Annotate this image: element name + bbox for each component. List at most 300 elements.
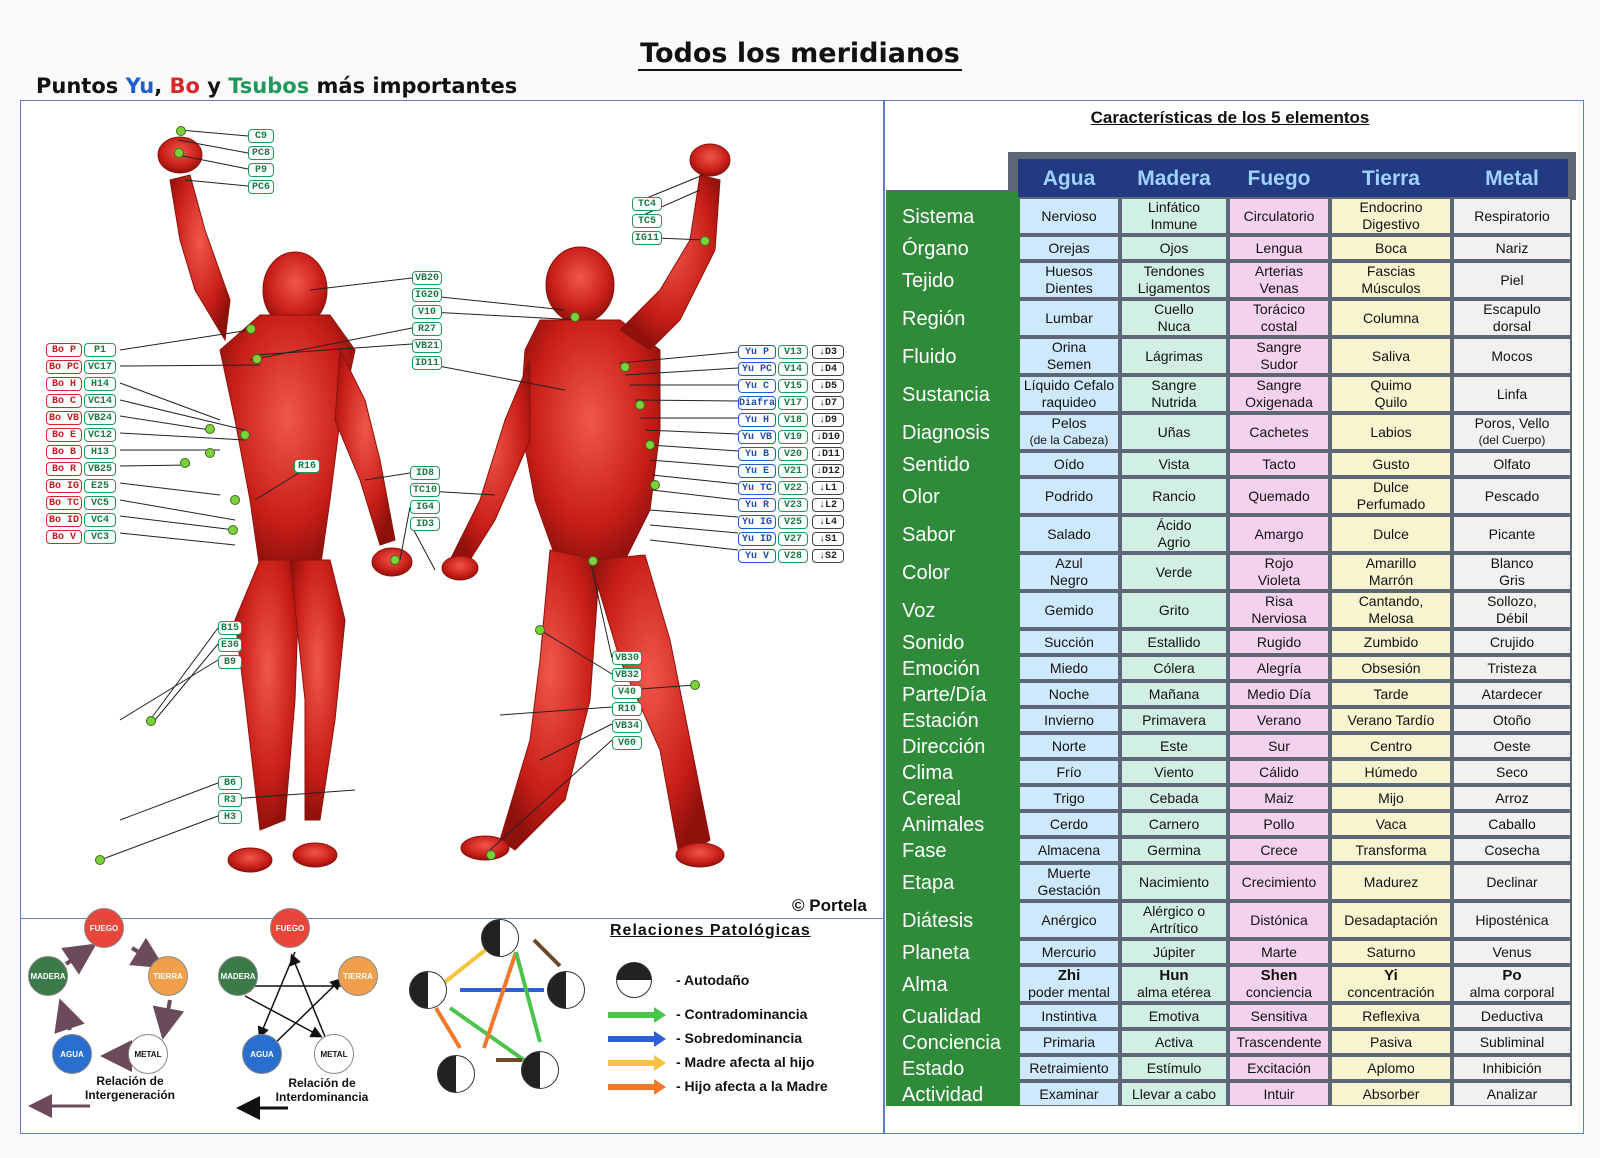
row-label: Emoción (902, 657, 980, 680)
table-cell: Llevar a cabo (1122, 1083, 1226, 1105)
point-tag: V20 (778, 447, 808, 461)
point-dot (180, 458, 190, 468)
table-cell: Crujido (1454, 631, 1570, 653)
legend-item: - Contradominancia (676, 1006, 808, 1022)
point-tag: VB25 (84, 462, 116, 476)
table-cell: Quimo Quilo (1332, 377, 1450, 411)
point-tag: Yu H (738, 413, 776, 427)
point-tag: ↓D10 (812, 430, 844, 444)
point-dot (205, 424, 215, 434)
table-cell: Analizar (1454, 1083, 1570, 1105)
table-cell: Grito (1122, 593, 1226, 627)
column-header: Metal (1485, 167, 1539, 190)
table-cell: Oído (1020, 453, 1118, 475)
point-tag: Bo V (46, 530, 82, 544)
table-cell: Pelos (de la Cabeza) (1020, 415, 1118, 449)
table-cell: Obsesión (1332, 657, 1450, 679)
point-tag: V27 (778, 532, 808, 546)
point-tag: V28 (778, 549, 808, 563)
table-cell: Pescado (1454, 479, 1570, 513)
point-tag: V40 (612, 685, 642, 699)
legend-arrow-icon (608, 1084, 656, 1090)
point-tag: IG20 (412, 288, 442, 302)
table-cell: Cebada (1122, 787, 1226, 809)
point-tag: TC4 (632, 197, 662, 211)
row-label: Órgano (902, 237, 969, 260)
table-cell: Atardecer (1454, 683, 1570, 705)
table-cell: Rojo Violeta (1230, 555, 1328, 589)
table-cell: Gemido (1020, 593, 1118, 627)
point-tag: Yu P (738, 345, 776, 359)
table-cell: Carnero (1122, 813, 1226, 835)
point-tag: V60 (612, 736, 642, 750)
table-cell: Mocos (1454, 339, 1570, 373)
table-cell: Sollozo, Débil (1454, 593, 1570, 627)
point-tag: V23 (778, 498, 808, 512)
gen-madera-circle: MADERA (28, 956, 68, 996)
row-label: Cereal (902, 787, 961, 810)
point-tag: Diafra (739, 398, 776, 409)
row-label: Parte/Día (902, 683, 987, 706)
legend-item: - Autodaño (676, 972, 750, 988)
gen-tierra-circle: TIERRA (148, 956, 188, 996)
row-label: Alma (902, 973, 948, 996)
table-cell: Seco (1454, 761, 1570, 783)
point-tag: ↓S1 (812, 532, 844, 546)
point-tag: Yu B (738, 447, 776, 461)
table-cell: Lágrimas (1122, 339, 1226, 373)
table-cell: Sangre Sudor (1230, 339, 1328, 373)
legend-item: - Madre afecta al hijo (676, 1054, 815, 1070)
table-cell: Húmedo (1332, 761, 1450, 783)
point-tag: Yu C (738, 379, 776, 393)
point-dot (176, 126, 186, 136)
table-cell: Olfato (1454, 453, 1570, 475)
point-tag: H3 (218, 810, 242, 824)
table-cell: Lengua (1230, 237, 1328, 259)
table-cell: Shen conciencia (1230, 967, 1328, 1001)
table-cell: Alérgico o Artrítico (1122, 903, 1226, 937)
point-tag: E36 (218, 638, 242, 652)
table-cell: Deductiva (1454, 1005, 1570, 1027)
legend-item: - Sobredominancia (676, 1030, 803, 1046)
point-tag: R16 (294, 459, 320, 473)
page-title-text: Todos los meridianos (640, 38, 960, 69)
point-tag: PC6 (248, 180, 274, 194)
row-label: Clima (902, 761, 954, 784)
column-header: Fuego (1247, 167, 1311, 190)
point-tag: ↓D11 (812, 447, 844, 461)
point-tag: R10 (612, 702, 642, 716)
legend-item: - Hijo afecta a la Madre (676, 1078, 828, 1094)
yin-yang-icon (547, 971, 585, 1009)
point-dot (486, 850, 496, 860)
point-tag: TC10 (410, 483, 440, 497)
table-cell: Nariz (1454, 237, 1570, 259)
point-tag: VC3 (84, 530, 116, 544)
table-cell: Crece (1230, 839, 1328, 861)
point-tag: B9 (218, 655, 242, 669)
table-cell: Verano (1230, 709, 1328, 731)
table-cell: Sensitiva (1230, 1005, 1328, 1027)
table-cell: Viento (1122, 761, 1226, 783)
table-cell: Distónica (1230, 903, 1328, 937)
table-cell: Alegría (1230, 657, 1328, 679)
subtitle-tsubos: Tsubos (228, 74, 310, 98)
table-cell: Germina (1122, 839, 1226, 861)
table-cell: Anérgico (1020, 903, 1118, 937)
subtitle-pre: Puntos (36, 74, 126, 98)
table-cell: Fascias Músculos (1332, 263, 1450, 297)
row-label: Sistema (902, 205, 975, 228)
table-cell: Desadaptación (1332, 903, 1450, 937)
point-dot (700, 236, 710, 246)
point-tag: ↓L1 (812, 481, 844, 495)
point-tag: PC8 (248, 146, 274, 160)
table-cell: Declinar (1454, 865, 1570, 899)
back-figure (442, 144, 730, 867)
row-label: Conciencia (902, 1031, 1001, 1054)
point-tag: Yu VB (738, 430, 776, 444)
point-dot (146, 716, 156, 726)
point-tag: V15 (778, 379, 808, 393)
table-cell: Activa (1122, 1031, 1226, 1053)
point-tag: V14 (778, 362, 808, 376)
row-label: Dirección (902, 735, 986, 758)
table-cell: Saliva (1332, 339, 1450, 373)
column-header: Tierra (1362, 167, 1420, 190)
table-cell: Caballo (1454, 813, 1570, 835)
subtitle-post: más importantes (309, 74, 518, 98)
table-cell: Primaria (1020, 1031, 1118, 1053)
point-tag: R3 (218, 793, 242, 807)
table-cell: Verde (1122, 555, 1226, 589)
table-cell: Poros, Vello (del Cuerpo) (1454, 415, 1570, 449)
point-tag: VB24 (84, 411, 116, 425)
point-tag: H13 (84, 445, 116, 459)
table-cell: Estallido (1122, 631, 1226, 653)
row-label: Etapa (902, 871, 955, 894)
table-cell: Rugido (1230, 631, 1328, 653)
table-cell: Piel (1454, 263, 1570, 297)
point-tag: Bo PC (46, 360, 82, 374)
point-tag: B6 (218, 776, 242, 790)
point-tag: Bo C (46, 394, 82, 408)
point-tag: ↓D7 (812, 396, 844, 410)
point-tag: VB30 (612, 651, 642, 665)
point-tag: V17 (778, 396, 808, 410)
table-cell: Subliminal (1454, 1031, 1570, 1053)
table-cell: Este (1122, 735, 1226, 757)
table-cell: Cachetes (1230, 415, 1328, 449)
yin-yang-icon (521, 1051, 559, 1089)
table-cell: Júpiter (1122, 941, 1226, 963)
table-cell: Quemado (1230, 479, 1328, 513)
point-tag: V21 (778, 464, 808, 478)
subtitle-sep: , (154, 74, 170, 98)
table-cell: Cantando, Melosa (1332, 593, 1450, 627)
point-dot (690, 680, 700, 690)
table-cell: Amargo (1230, 517, 1328, 551)
point-dot (535, 625, 545, 635)
table-cell: Hiposténica (1454, 903, 1570, 937)
table-cell: Miedo (1020, 657, 1118, 679)
table-cell: Trigo (1020, 787, 1118, 809)
table-cell: Orejas (1020, 237, 1118, 259)
point-tag: V22 (778, 481, 808, 495)
table-cell: Tacto (1230, 453, 1328, 475)
table-cell: Rancio (1122, 479, 1226, 513)
point-tag: VC17 (84, 360, 116, 374)
point-tag: ↓L4 (812, 515, 844, 529)
row-label: Color (902, 561, 950, 584)
table-cell: Podrido (1020, 479, 1118, 513)
table-cell: Salado (1020, 517, 1118, 551)
table-cell: Tristeza (1454, 657, 1570, 679)
point-tag: ↓D12 (812, 464, 844, 478)
table-cell: Medio Día (1230, 683, 1328, 705)
point-tag: Bo TC (46, 496, 82, 510)
table-cell: Yi concentración (1332, 967, 1450, 1001)
subtitle-yu: Yu (125, 74, 155, 98)
table-cell: Instintiva (1020, 1005, 1118, 1027)
point-tag: B15 (218, 621, 242, 635)
table-cell: Verano Tardío (1332, 709, 1450, 731)
table-cell: Picante (1454, 517, 1570, 551)
row-label: Diátesis (902, 909, 974, 932)
table-cell: Retraimiento (1020, 1057, 1118, 1079)
table-cell: Vista (1122, 453, 1226, 475)
table-cell: Noche (1020, 683, 1118, 705)
table-cell: Succión (1020, 631, 1118, 653)
table-cell: Inhibición (1454, 1057, 1570, 1079)
point-tag: Yu ID (738, 532, 776, 546)
table-cell: Otoño (1454, 709, 1570, 731)
legend-arrow-icon (608, 1012, 656, 1018)
page-title (0, 38, 1600, 69)
table-cell: Crecimiento (1230, 865, 1328, 899)
row-label: Sustancia (902, 383, 990, 406)
table-cell: Primavera (1122, 709, 1226, 731)
table-cell: Invierno (1020, 709, 1118, 731)
row-label: Región (902, 307, 966, 330)
table-cell: Cólera (1122, 657, 1226, 679)
table-cell: Cálido (1230, 761, 1328, 783)
legend-arrow-icon (608, 1060, 656, 1066)
point-tag: V19 (778, 430, 808, 444)
point-tag: Bo ID (46, 513, 82, 527)
subtitle-and: y (199, 74, 229, 98)
point-dot (205, 448, 215, 458)
table-cell: Mañana (1122, 683, 1226, 705)
pathology-arrows (436, 940, 560, 1060)
row-label: Diagnosis (902, 421, 990, 444)
point-tag: ID11 (412, 356, 442, 370)
table-cell: Mercurio (1020, 941, 1118, 963)
table-cell: Risa Nerviosa (1230, 593, 1328, 627)
table-cell: Escapulo dorsal (1454, 301, 1570, 335)
intergeneration-label: Relación de Intergeneración (84, 1074, 176, 1102)
dom-agua-circle: AGUA (242, 1034, 282, 1074)
table-cell: Trascendente (1230, 1031, 1328, 1053)
legend-arrow-icon (608, 1036, 656, 1042)
point-dot (620, 362, 630, 372)
point-tag: VB34 (612, 719, 642, 733)
table-cell: Cerdo (1020, 813, 1118, 835)
point-tag: V10 (412, 305, 442, 319)
point-tag: TC5 (632, 214, 662, 228)
table-cell: Po alma corporal (1454, 967, 1570, 1001)
row-label: Sabor (902, 523, 956, 546)
table-cell: Linfático Inmune (1122, 199, 1226, 233)
point-tag: E25 (84, 479, 116, 493)
point-dot (228, 525, 238, 535)
point-tag: C9 (248, 129, 274, 143)
point-tag: VB21 (412, 339, 442, 353)
point-tag: P9 (248, 163, 274, 177)
table-cell: Torácico costal (1230, 301, 1328, 335)
table-cell: Cosecha (1454, 839, 1570, 861)
subtitle-bo: Bo (169, 74, 200, 98)
table-cell: Amarillo Marrón (1332, 555, 1450, 589)
table-cell: Absorber (1332, 1083, 1450, 1105)
table-cell: Tarde (1332, 683, 1450, 705)
gen-agua-circle: AGUA (52, 1034, 92, 1074)
point-dot (570, 312, 580, 322)
point-dot (252, 354, 262, 364)
table-cell: Venus (1454, 941, 1570, 963)
point-tag: Yu V (738, 549, 776, 563)
table-cell: Orina Semen (1020, 339, 1118, 373)
table-cell: Emotiva (1122, 1005, 1226, 1027)
point-dot (230, 495, 240, 505)
point-tag: IG4 (410, 500, 440, 514)
table-cell: Mijo (1332, 787, 1450, 809)
point-tag: Yu E (738, 464, 776, 478)
row-label: Olor (902, 485, 940, 508)
table-cell: Maiz (1230, 787, 1328, 809)
table-cell: Pasiva (1332, 1031, 1450, 1053)
point-tag: VC14 (84, 394, 116, 408)
table-cell: Respiratorio (1454, 199, 1570, 233)
row-label: Planeta (902, 941, 970, 964)
point-tag: Yu R (738, 498, 776, 512)
table-cell: Almacena (1020, 839, 1118, 861)
table-cell: Líquido Cefalo raquideo (1020, 377, 1118, 411)
point-dot (246, 324, 256, 334)
point-tag: V13 (778, 345, 808, 359)
dom-madera-circle: MADERA (218, 956, 258, 996)
table-cell: Intuir (1230, 1083, 1328, 1105)
dom-fuego-circle: FUEGO (270, 908, 310, 948)
point-tag: ↓D4 (812, 362, 844, 376)
row-label: Estado (902, 1057, 965, 1080)
table-cell: Blanco Gris (1454, 555, 1570, 589)
point-tag: Bo E (46, 428, 82, 442)
point-tag: ↓D5 (812, 379, 844, 393)
table-cell: Dulce (1332, 517, 1450, 551)
table-cell: Endocrino Digestivo (1332, 199, 1450, 233)
table-cell: Arroz (1454, 787, 1570, 809)
row-label: Animales (902, 813, 985, 836)
point-tag: Bo IG (46, 479, 82, 493)
table-cell: Reflexiva (1332, 1005, 1450, 1027)
point-tag: Bo H (46, 377, 82, 391)
point-tag: IG11 (632, 231, 662, 245)
table-cell: Transforma (1332, 839, 1450, 861)
point-tag: Bo VB (46, 411, 82, 425)
gen-metal-circle: METAL (128, 1034, 168, 1074)
point-dot (650, 480, 660, 490)
table-cell: Ojos (1122, 237, 1226, 259)
point-tag: Yu TC (738, 481, 776, 495)
interdominance-label: Relación de Interdominancia (275, 1076, 369, 1104)
table-cell: Excitación (1230, 1057, 1328, 1079)
point-tag: VC5 (84, 496, 116, 510)
yin-yang-icon (481, 919, 519, 957)
row-label: Fluido (902, 345, 957, 368)
table-cell: Ácido Agrio (1122, 517, 1226, 551)
point-tag: H14 (84, 377, 116, 391)
row-label: Fase (902, 839, 947, 862)
table-cell: Pollo (1230, 813, 1328, 835)
point-tag: ID3 (410, 517, 440, 531)
table-cell: Centro (1332, 735, 1450, 757)
table-cell: Hun alma etérea (1122, 967, 1226, 1001)
points-subtitle (36, 74, 517, 98)
point-tag: P1 (84, 343, 116, 357)
point-tag: ↓L2 (812, 498, 844, 512)
front-figure (158, 137, 412, 872)
table-cell: Columna (1332, 301, 1450, 335)
table-cell: Frío (1020, 761, 1118, 783)
table-cell: Nervioso (1020, 199, 1118, 233)
point-tag: Bo P (46, 343, 82, 357)
point-tag: V25 (778, 515, 808, 529)
table-cell: Zhi poder mental (1020, 967, 1118, 1001)
point-tag: Bo R (46, 462, 82, 476)
table-cell: Zumbido (1332, 631, 1450, 653)
point-tag: Bo B (46, 445, 82, 459)
dom-tierra-circle: TIERRA (338, 956, 378, 996)
autodano-icon (616, 962, 652, 998)
table-cell: Oeste (1454, 735, 1570, 757)
table-cell: Marte (1230, 941, 1328, 963)
row-label: Sentido (902, 453, 970, 476)
table-cell: Labios (1332, 415, 1450, 449)
table-cell: Arterias Venas (1230, 263, 1328, 297)
point-dot (645, 440, 655, 450)
table-cell: Circulatorio (1230, 199, 1328, 233)
table-cell: Gusto (1332, 453, 1450, 475)
column-header: Agua (1042, 167, 1096, 190)
point-dot (174, 148, 184, 158)
point-tag: VC12 (84, 428, 116, 442)
row-label: Estación (902, 709, 979, 732)
table-cell: Vaca (1332, 813, 1450, 835)
table-cell: Boca (1332, 237, 1450, 259)
table-cell: Estímulo (1122, 1057, 1226, 1079)
row-label: Tejido (902, 269, 955, 292)
table-title: Características de los 5 elementos (1090, 108, 1370, 127)
table-cell: Aplomo (1332, 1057, 1450, 1079)
point-tag: ↓D3 (812, 345, 844, 359)
row-label: Cualidad (902, 1005, 981, 1028)
point-tag: ↓D9 (812, 413, 844, 427)
table-cell: Tendones Ligamentos (1122, 263, 1226, 297)
table-cell: Sangre Nutrida (1122, 377, 1226, 411)
table-cell: Nacimiento (1122, 865, 1226, 899)
